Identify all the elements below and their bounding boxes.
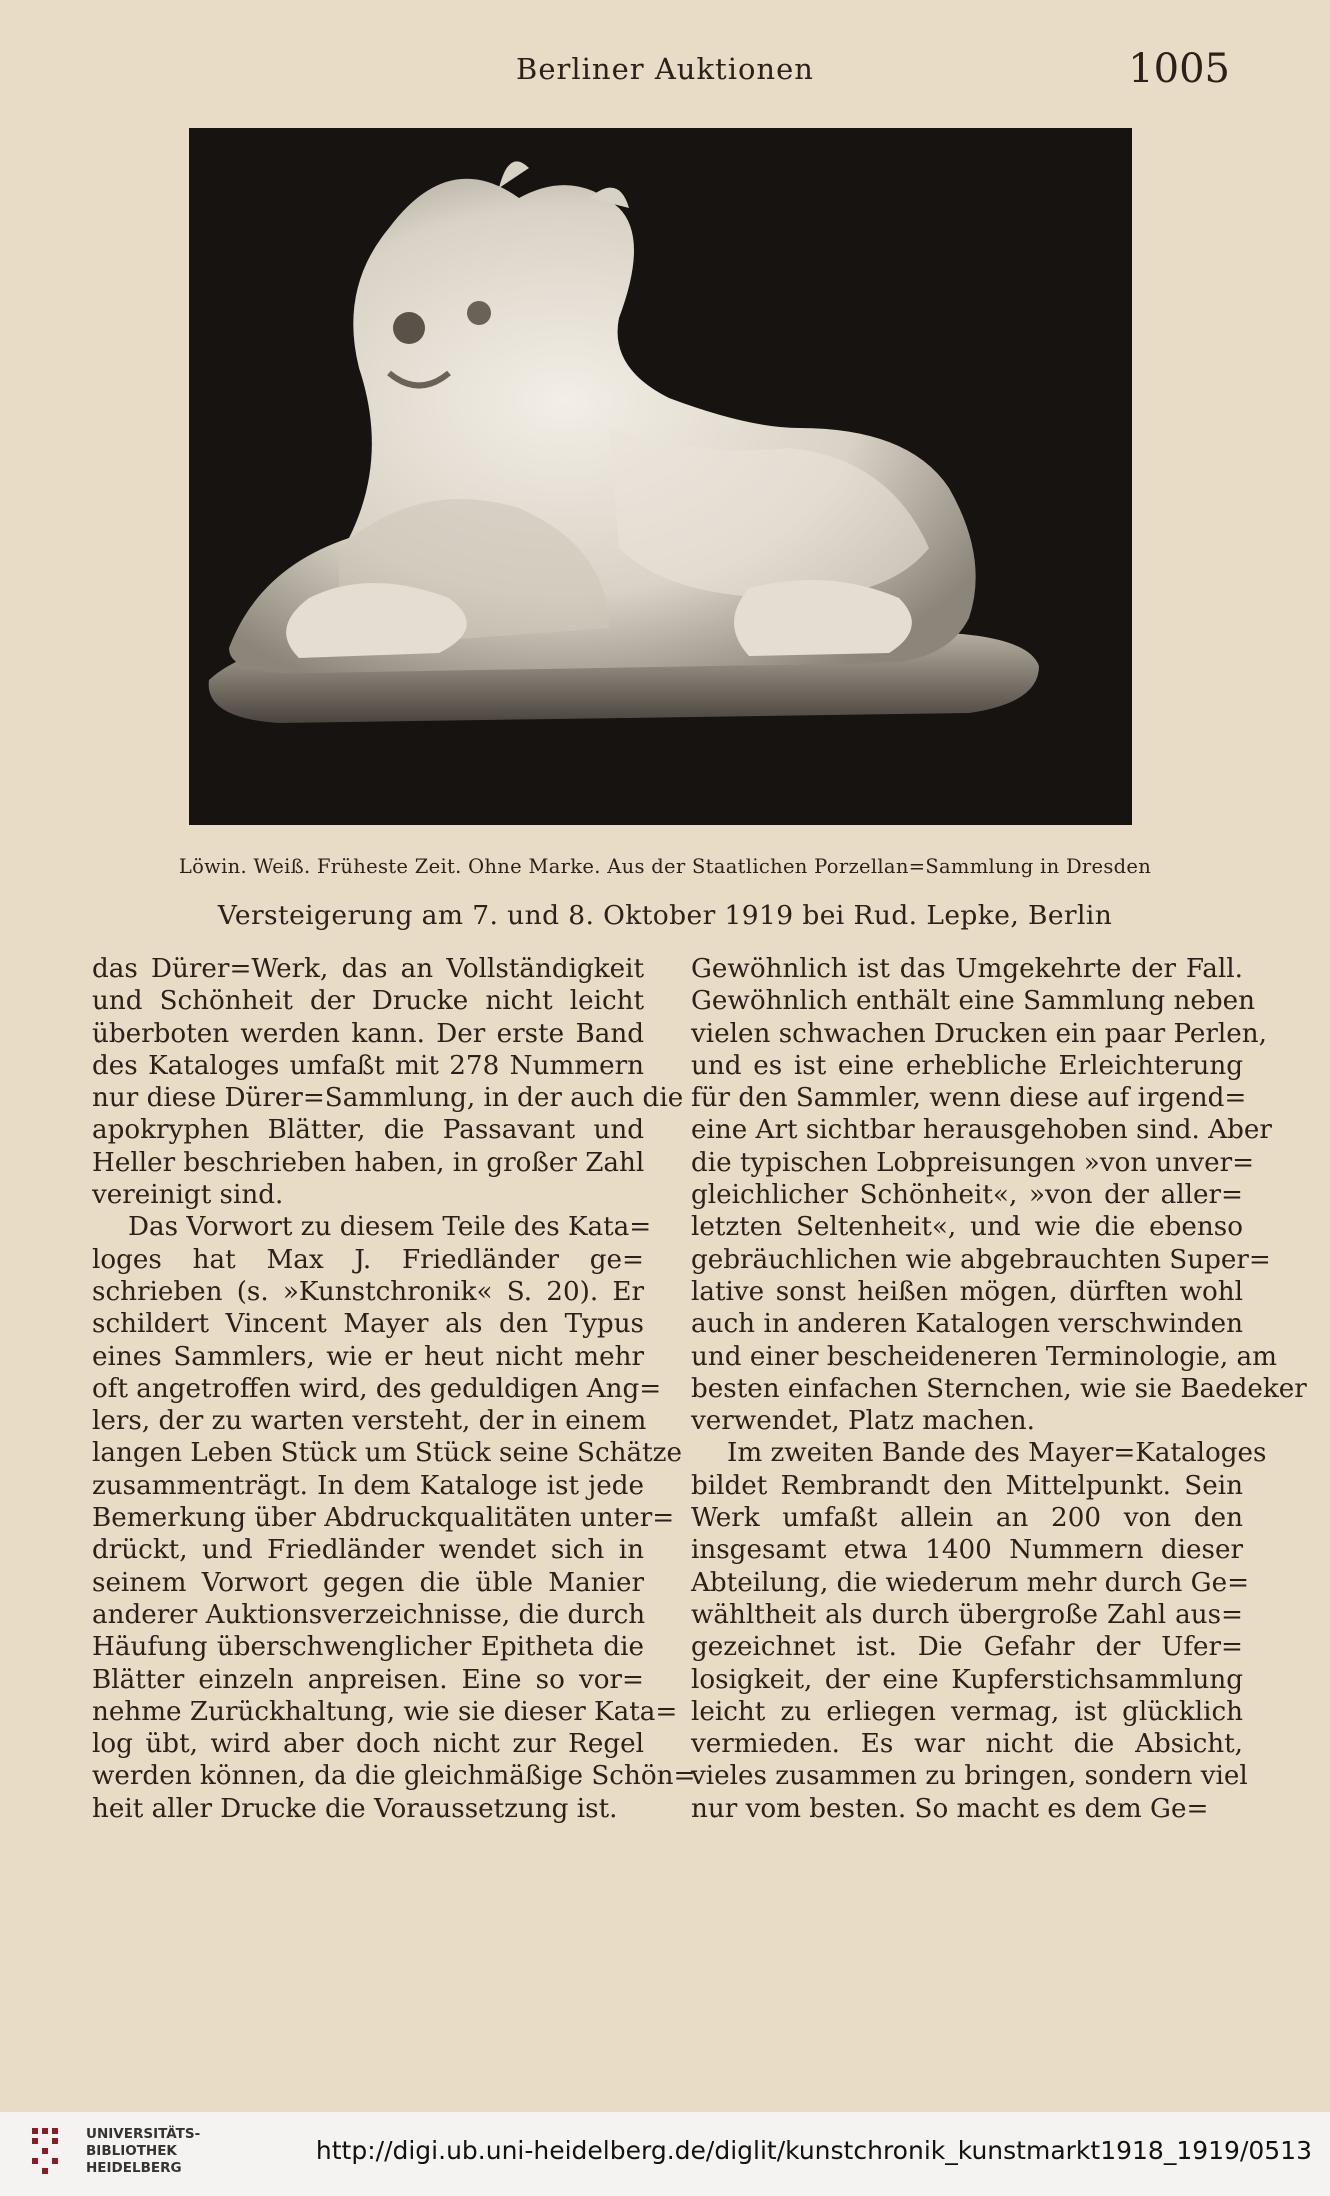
text-line: eines Sammlers, wie er heut nicht mehr <box>92 1341 644 1372</box>
text-line: nur vom besten. So macht es dem Ge= <box>691 1793 1209 1824</box>
library-seal-icon <box>28 2124 78 2184</box>
text-column-right <box>691 953 1307 1825</box>
text-line: gebräuchlichen wie abgebrauchten Super= <box>691 1244 1271 1275</box>
text-line: nehme Zurückhaltung, wie sie dieser Kata= <box>92 1696 678 1727</box>
text-line: loges hat Max J. Friedländer ge= <box>92 1244 644 1275</box>
library-name-line: HEIDELBERG <box>86 2160 182 2176</box>
text-line: vieles zusammen zu bringen, sondern viel <box>691 1761 1248 1792</box>
text-line: bildet Rembrandt den Mittelpunkt. Sein <box>691 1470 1243 1501</box>
auction-sale-line: Versteigerung am 7. und 8. Oktober 1919 bei Rud. Lepke, Berlin <box>217 900 1113 931</box>
text-line: und es ist eine erhebliche Erleichterung <box>691 1050 1243 1081</box>
text-column-left <box>92 953 696 1825</box>
text-line: des Kataloges umfaßt mit 278 Nummern <box>92 1050 644 1081</box>
text-line: vermieden. Es war nicht die Absicht, <box>691 1729 1243 1760</box>
text-line: seinem Vorwort gegen die üble Manier <box>92 1567 644 1598</box>
text-line: wähltheit als durch übergroße Zahl aus= <box>691 1599 1243 1630</box>
text-line: die typischen Lobpreisungen »von unver= <box>691 1147 1255 1178</box>
library-name-line: UNIVERSITÄTS- <box>86 2126 201 2142</box>
text-line: gezeichnet ist. Die Gefahr der Ufer= <box>691 1632 1243 1663</box>
text-line: verwendet, Platz machen. <box>691 1406 1035 1437</box>
text-line: zusammenträgt. In dem Kataloge ist jede <box>92 1470 644 1501</box>
text-line: Bemerkung über Abdruckqualitäten unter= <box>92 1503 675 1534</box>
text-line: schildert Vincent Mayer als den Typus <box>92 1309 644 1340</box>
running-title: Berliner Auktionen <box>516 52 814 86</box>
text-line: nur diese Dürer=Sammlung, in der auch die <box>92 1083 684 1114</box>
text-line: letzten Seltenheit«, und wie die ebenso <box>691 1212 1243 1243</box>
page-number: 1005 <box>1128 46 1230 92</box>
text-line: überboten werden kann. Der erste Band <box>92 1018 644 1049</box>
text-line: gleichlicher Schönheit«, »von der aller= <box>691 1180 1243 1211</box>
text-line: anderer Auktionsverzeichnisse, die durch <box>92 1599 646 1630</box>
text-line: das Dürer=Werk, das an Vollständigkeit <box>92 954 644 984</box>
text-line: Blätter einzeln anpreisen. Eine so vor= <box>92 1664 644 1695</box>
text-line: drückt, und Friedländer wendet sich in <box>92 1535 644 1566</box>
text-line: insgesamt etwa 1400 Nummern dieser <box>691 1535 1243 1566</box>
library-name <box>86 2126 200 2177</box>
text-line: vereinigt sind. <box>92 1180 284 1211</box>
text-line: für den Sammler, wenn diese auf irgend= <box>691 1083 1247 1114</box>
text-line: Werk umfaßt allein an 200 von den <box>691 1503 1243 1534</box>
text-line: Gewöhnlich enthält eine Sammlung neben <box>691 986 1255 1017</box>
text-line: Das Vorwort zu diesem Teile des Kata= <box>128 1212 652 1243</box>
photograph-lioness <box>189 128 1132 825</box>
digitization-footer <box>0 2112 1330 2196</box>
text-line: und Schönheit der Drucke nicht leicht <box>92 986 644 1017</box>
text-line: vielen schwachen Drucken ein paar Perlen, <box>691 1018 1267 1049</box>
text-line: apokryphen Blätter, die Passavant und <box>92 1115 644 1146</box>
text-line: lative sonst heißen mögen, dürften wohl <box>691 1276 1243 1307</box>
text-line: Häufung überschwenglicher Epitheta die <box>92 1632 644 1663</box>
text-line: werden können, da die gleichmäßige Schön= <box>92 1761 696 1792</box>
text-line: Gewöhnlich ist das Umgekehrte der Fall. <box>691 954 1243 984</box>
text-line: und einer bescheideneren Terminologie, am <box>691 1341 1277 1372</box>
text-line: oft angetroffen wird, des geduldigen Ang= <box>92 1373 662 1404</box>
text-line: schrieben (s. »Kunstchronik« S. 20). Er <box>92 1276 644 1307</box>
text-line: heit aller Drucke die Voraussetzung ist. <box>92 1793 618 1824</box>
text-line: besten einfachen Sternchen, wie sie Baedeker <box>691 1373 1307 1404</box>
text-line: Im zweiten Bande des Mayer=Kataloges <box>727 1438 1267 1469</box>
text-line: lers, der zu warten versteht, der in einem <box>92 1406 647 1437</box>
text-line: auch in anderen Katalogen verschwinden <box>691 1309 1243 1340</box>
text-line: log übt, wird aber doch nicht zur Regel <box>92 1729 644 1760</box>
source-url-link[interactable]: http://digi.ub.uni-heidelberg.de/diglit/kunstchronik_kunstmarkt1918_1919/0513 <box>315 2136 1312 2165</box>
text-line: leicht zu erliegen vermag, ist glücklich <box>691 1696 1243 1727</box>
running-header <box>0 46 1330 98</box>
text-line: losigkeit, der eine Kupferstichsammlung <box>691 1664 1243 1695</box>
text-line: langen Leben Stück um Stück seine Schätze <box>92 1438 682 1469</box>
figure-caption: Löwin. Weiß. Früheste Zeit. Ohne Marke. Aus der Staatlichen Porzellan=Sammlung in Dresden <box>178 855 1152 878</box>
text-line: eine Art sichtbar herausgehoben sind. Aber <box>691 1115 1272 1146</box>
library-name-line: BIBLIOTHEK <box>86 2143 177 2159</box>
text-line: Abteilung, die wiederum mehr durch Ge= <box>691 1567 1250 1598</box>
text-line: Heller beschrieben haben, in großer Zahl <box>92 1147 645 1178</box>
